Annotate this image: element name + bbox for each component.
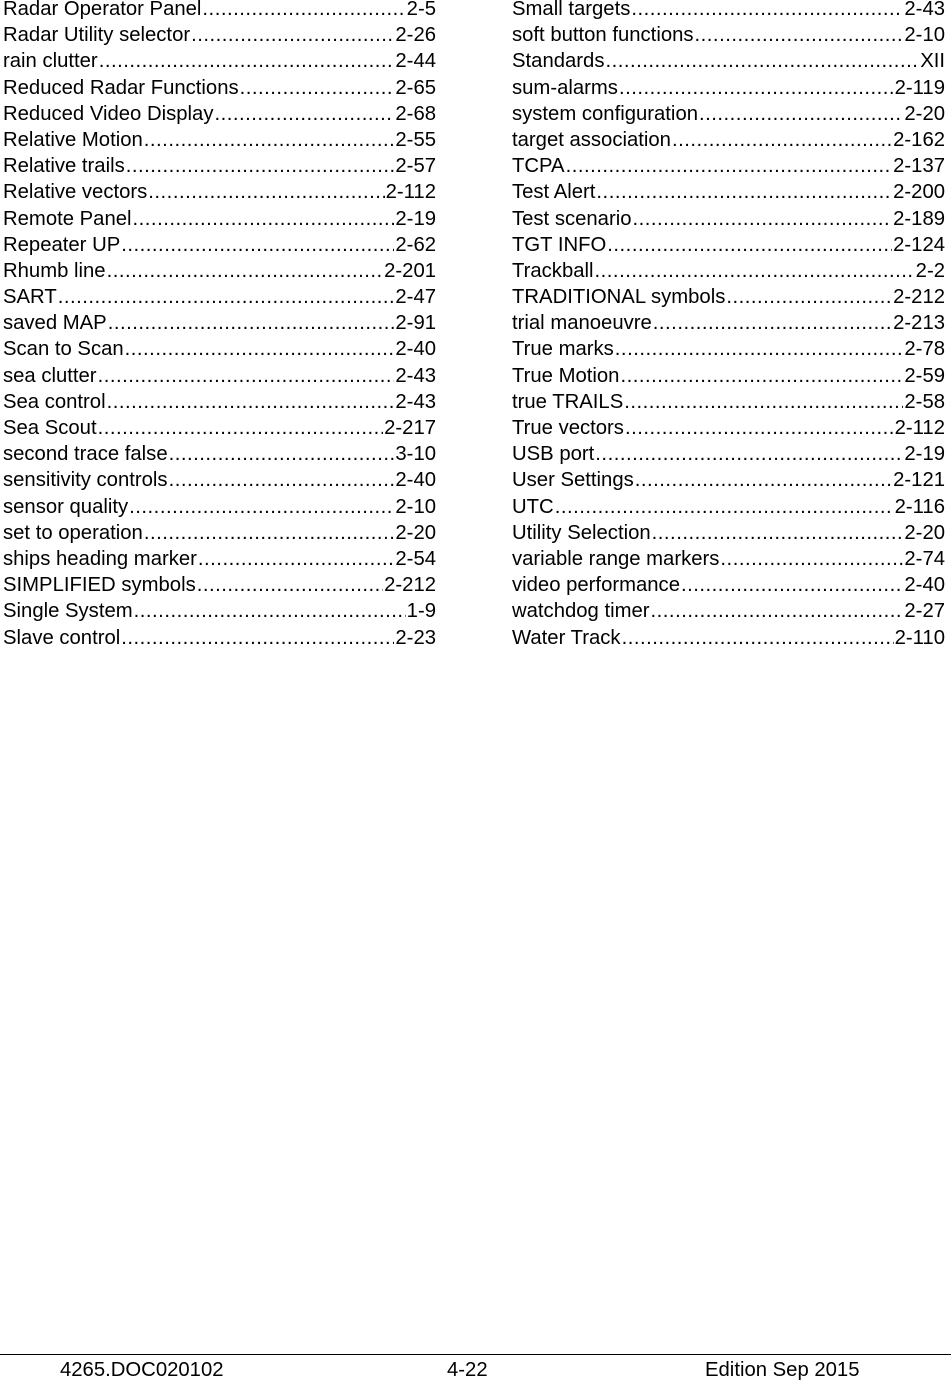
index-entry-page: 2-40 — [395, 338, 436, 361]
dot-leader — [214, 101, 394, 127]
index-entry — [3, 598, 436, 624]
index-entry-page: 2-40 — [395, 469, 436, 492]
footer-divider — [0, 1354, 951, 1355]
index-entry-page: 2-112 — [385, 181, 436, 204]
index-entry-term: UTC — [512, 495, 554, 518]
index-entry — [512, 127, 945, 153]
index-entry — [512, 101, 945, 127]
index-entry-page: 2-62 — [395, 233, 436, 256]
footer-edition: Edition Sep 2015 — [705, 1359, 860, 1381]
index-entry-term: Small targets — [512, 0, 631, 20]
index-entry-term: Trackball — [512, 259, 594, 282]
index-entry-page: 2-54 — [395, 547, 436, 570]
index-entry-term: system configuration — [512, 102, 698, 125]
dot-leader — [651, 598, 904, 624]
index-entry — [512, 75, 945, 101]
index-entry-term: SIMPLIFIED symbols — [3, 574, 196, 597]
index-entry-page: 2-20 — [395, 521, 436, 544]
dot-leader — [126, 153, 395, 179]
index-entry-page: 2-200 — [893, 181, 945, 204]
dot-leader — [107, 389, 395, 415]
dot-leader — [605, 48, 919, 74]
index-entry-term: Water Track — [512, 626, 621, 649]
index-entry-term: Relative vectors — [3, 181, 148, 204]
index-entry — [512, 22, 945, 48]
dot-leader — [624, 389, 903, 415]
dot-leader — [58, 284, 395, 310]
index-entry-page: 2-162 — [893, 128, 945, 151]
index-entry-term: SART — [3, 286, 57, 309]
dot-leader — [108, 310, 395, 336]
index-entry-term: Reduced Video Display — [3, 102, 214, 125]
index-entry-term: User Settings — [512, 469, 634, 492]
footer-page-number: 4-22 — [447, 1359, 488, 1381]
index-entry-page: 2-212 — [384, 574, 436, 597]
index-entry-term: Radar Utility selector — [3, 24, 191, 47]
index-entry — [512, 572, 945, 598]
index-entry-term: saved MAP — [3, 312, 107, 335]
dot-leader — [566, 153, 893, 179]
dot-leader — [98, 363, 395, 389]
index-entry-page: 2-26 — [395, 24, 436, 47]
index-entry — [512, 310, 945, 336]
index-entry-page: 2-43 — [904, 0, 945, 20]
index-entry-page: 2-121 — [893, 469, 945, 492]
index-entry — [512, 415, 945, 441]
dot-leader — [625, 415, 894, 441]
index-entry-term: TCPA — [512, 155, 565, 178]
index-entry-page: 2-19 — [395, 207, 436, 230]
index-entry-page: 2-137 — [893, 155, 945, 178]
index-entry — [512, 441, 945, 467]
index-entry — [512, 0, 945, 22]
dot-leader — [107, 258, 384, 284]
dot-leader — [720, 546, 903, 572]
index-entry-term: Single System — [3, 600, 133, 623]
index-entry-page: 2-212 — [893, 286, 945, 309]
index-entry-term: sea clutter — [3, 364, 97, 387]
index-entry — [3, 22, 436, 48]
dot-leader — [695, 22, 904, 48]
index-entry-term: Sea control — [3, 390, 106, 413]
index-entry — [3, 284, 436, 310]
dot-leader — [699, 101, 903, 127]
index-entry-term: True marks — [512, 338, 614, 361]
index-entry-page: 3-10 — [395, 443, 436, 466]
index-entry-page: 2-59 — [904, 364, 945, 387]
index-entry-term: USB port — [512, 443, 595, 466]
index-entry-term: True Motion — [512, 364, 620, 387]
dot-leader — [133, 206, 395, 232]
index-entry-page: 2-68 — [395, 102, 436, 125]
index-entry — [3, 206, 436, 232]
dot-leader — [672, 127, 892, 153]
index-entry-page: 2-44 — [395, 50, 436, 73]
index-entry-term: trial manoeuvre — [512, 312, 652, 335]
index-entry-page: 2-65 — [395, 76, 436, 99]
dot-leader — [121, 232, 394, 258]
index-entry — [512, 520, 945, 546]
index-entry-term: Utility Selection — [512, 521, 651, 544]
index-entry-term: Slave control — [3, 626, 121, 649]
index-entry-page: 2-57 — [395, 155, 436, 178]
dot-leader — [555, 494, 894, 520]
index-entry — [512, 546, 945, 572]
index-entry — [3, 75, 436, 101]
index-entry — [512, 48, 945, 74]
index-entry-term: True vectors — [512, 417, 624, 439]
index-entry-term: Reduced Radar Functions — [3, 76, 239, 99]
dot-leader — [652, 520, 904, 546]
index-left-column — [3, 0, 436, 651]
index-entry-term: variable range markers — [512, 547, 720, 570]
index-entry-page: 2-20 — [904, 102, 945, 125]
index-entry — [3, 572, 436, 598]
index-entry — [512, 179, 945, 205]
index-entry — [3, 546, 436, 572]
index-entry-page: 2-213 — [893, 312, 945, 335]
dot-leader — [619, 75, 894, 101]
dot-leader — [596, 179, 892, 205]
dot-leader — [148, 179, 384, 205]
index-entry-term: Relative trails — [3, 155, 125, 178]
index-entry-page: 2-119 — [894, 76, 945, 99]
index-entry — [3, 520, 436, 546]
dot-leader — [169, 467, 395, 493]
index-entry-term: set to operation — [3, 521, 143, 544]
index-entry-page: 2-23 — [395, 626, 436, 649]
index-entry-page: 2-58 — [904, 390, 945, 413]
index-entry — [3, 127, 436, 153]
dot-leader — [121, 625, 394, 651]
dot-leader — [595, 441, 903, 467]
index-entry — [512, 363, 945, 389]
dot-leader — [134, 598, 406, 624]
index-entry-term: Scan to Scan — [3, 338, 124, 361]
index-entry-page: 2-47 — [395, 286, 436, 309]
index-entry-term: soft button functions — [512, 24, 694, 47]
index-entry-term: Rhumb line — [3, 259, 106, 282]
index-entry-page: 2-2 — [915, 259, 945, 282]
index-entry-page: 2-20 — [904, 521, 945, 544]
index-entry — [512, 336, 945, 362]
index-entry-page: 2-110 — [894, 626, 945, 649]
dot-leader — [144, 520, 395, 546]
index-entry-term: video performance — [512, 574, 680, 597]
index-entry — [3, 389, 436, 415]
index-entry-page: 2-201 — [384, 259, 436, 282]
dot-leader — [129, 494, 394, 520]
index-entry — [512, 467, 945, 493]
index-entry — [3, 467, 436, 493]
dot-leader — [202, 0, 405, 22]
index-entry — [3, 48, 436, 74]
index-entry — [512, 153, 945, 179]
index-entry-page: 2-112 — [894, 417, 945, 439]
index-entry-term: Repeater UP — [3, 233, 121, 256]
index-entry — [512, 598, 945, 624]
index-entry-term: watchdog timer — [512, 600, 650, 623]
index-entry-page: 2-19 — [904, 443, 945, 466]
index-entry-page: 2-10 — [904, 24, 945, 47]
index-entry-term: Sea Scout — [3, 417, 97, 439]
index-entry-term: sensor quality — [3, 495, 129, 518]
index-entry — [512, 389, 945, 415]
index-entry-term: Relative Motion — [3, 128, 143, 151]
dot-leader — [198, 546, 395, 572]
index-entry-term: Test Alert — [512, 181, 596, 204]
index-entry-page: 2-10 — [395, 495, 436, 518]
index-entry-page: 2-40 — [904, 574, 945, 597]
dot-leader — [726, 284, 892, 310]
dot-leader — [197, 572, 383, 598]
index-entry-page: XII — [920, 50, 945, 73]
dot-leader — [653, 310, 892, 336]
index-entry-page: 2-124 — [893, 233, 945, 256]
index-entry-page: 1-9 — [406, 600, 436, 623]
dot-leader — [125, 336, 395, 362]
index-entry-page: 2-189 — [893, 207, 945, 230]
index-entry — [3, 441, 436, 467]
index-entry — [3, 179, 436, 205]
index-entry — [3, 415, 436, 441]
index-entry-term: second trace false — [3, 443, 168, 466]
dot-leader — [635, 467, 892, 493]
index-entry-term: rain clutter — [3, 50, 98, 73]
dot-leader — [144, 127, 395, 153]
index-entry-page: 2-217 — [384, 417, 436, 439]
index-entry — [3, 336, 436, 362]
dot-leader — [620, 363, 903, 389]
dot-leader — [595, 258, 915, 284]
index-entry-term: sum-alarms — [512, 76, 618, 99]
dot-leader — [98, 415, 384, 441]
index-entry — [3, 494, 436, 520]
footer-document-number: 4265.DOC020102 — [60, 1359, 224, 1381]
index-entry-page: 2-91 — [395, 312, 436, 335]
index-entry-term: true TRAILS — [512, 390, 624, 413]
index-entry-term: ships heading marker — [3, 547, 197, 570]
index-right-column — [512, 0, 945, 651]
index-entry-term: Standards — [512, 50, 605, 73]
index-entry-page: 2-74 — [904, 547, 945, 570]
index-entry-term: Remote Panel — [3, 207, 132, 230]
index-entry-page: 2-5 — [406, 0, 436, 20]
index-entry-page: 2-55 — [395, 128, 436, 151]
dot-leader — [681, 572, 903, 598]
index-entry-page: 2-27 — [904, 600, 945, 623]
index-entry — [3, 101, 436, 127]
index-entry-term: Radar Operator Panel — [3, 0, 202, 20]
index-entry-page: 2-78 — [904, 338, 945, 361]
dot-leader — [633, 206, 893, 232]
dot-leader — [622, 625, 894, 651]
dot-leader — [191, 22, 394, 48]
index-entry-term: sensitivity controls — [3, 469, 168, 492]
index-entry-term: TGT INFO — [512, 233, 607, 256]
index-entry — [512, 625, 945, 651]
index-entry-term: TRADITIONAL symbols — [512, 286, 726, 309]
index-entry — [3, 625, 436, 651]
dot-leader — [607, 232, 892, 258]
index-entry-page: 2-43 — [395, 390, 436, 413]
index-entry — [3, 0, 436, 22]
index-entry — [3, 153, 436, 179]
index-entry-page: 2-116 — [894, 495, 945, 518]
index-entry — [3, 310, 436, 336]
index-entry — [3, 258, 436, 284]
index-entry-term: target association — [512, 128, 671, 151]
dot-leader — [615, 336, 904, 362]
dot-leader — [240, 75, 395, 101]
index-entry — [512, 284, 945, 310]
index-entry — [512, 494, 945, 520]
index-entry-term: Test scenario — [512, 207, 632, 230]
index-entry — [512, 232, 945, 258]
dot-leader — [169, 441, 395, 467]
dot-leader — [631, 0, 903, 22]
index-entry-page: 2-43 — [395, 364, 436, 387]
index-entry — [512, 206, 945, 232]
dot-leader — [99, 48, 395, 74]
index-entry — [3, 363, 436, 389]
index-entry — [512, 258, 945, 284]
index-entry — [3, 232, 436, 258]
